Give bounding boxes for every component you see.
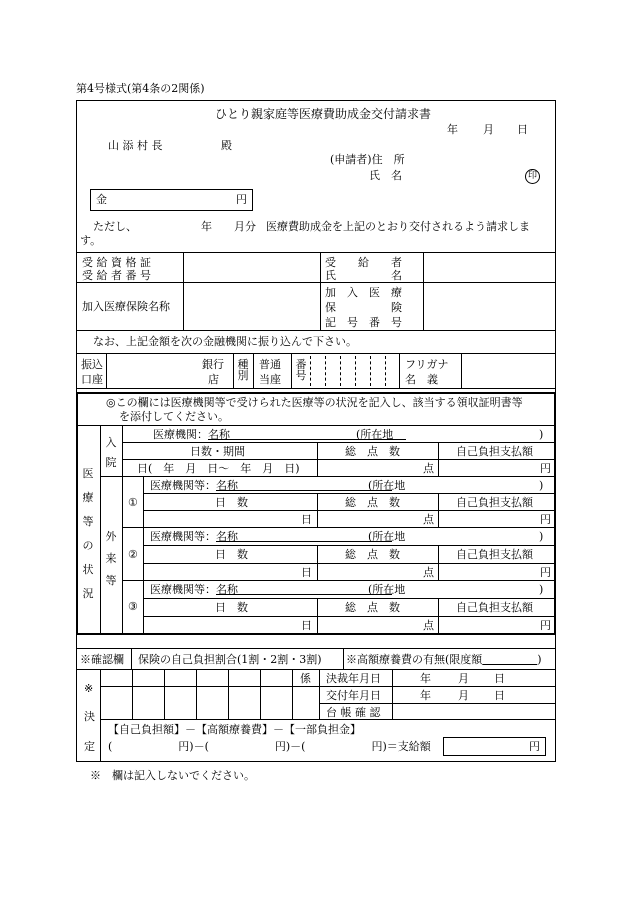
outpatient-num-3: ③ bbox=[128, 600, 138, 613]
holder-label: 名 義 bbox=[405, 373, 438, 386]
self-pay-header: 自己負担支払額 bbox=[456, 548, 533, 561]
request-year: 年 bbox=[201, 220, 212, 233]
grid-line bbox=[100, 476, 556, 477]
grid-line bbox=[100, 669, 101, 762]
issue-month: 月 bbox=[458, 689, 469, 702]
grid-line bbox=[122, 442, 556, 443]
grid-line bbox=[131, 648, 132, 669]
account-number-label: 番号 bbox=[295, 358, 307, 382]
insurance-name-label: 加入医療保険名称 bbox=[82, 300, 170, 313]
grid-line bbox=[76, 648, 556, 649]
account-digit-divider bbox=[385, 356, 386, 386]
inpatient-period: 日( 年 月 日～ 年 月 日) bbox=[137, 462, 300, 475]
request-month: 月分 bbox=[234, 220, 256, 233]
grid-line bbox=[76, 252, 556, 253]
grid-line bbox=[76, 388, 556, 389]
yen-unit: 円 bbox=[540, 566, 551, 579]
grid-line bbox=[122, 527, 556, 528]
cert-number-label: 受 給 資 格 証 受 給 者 番 号 bbox=[82, 256, 151, 282]
grid-line bbox=[319, 686, 556, 687]
outpatient-location-3: (所在地 bbox=[368, 583, 406, 596]
ledger-label: 台 帳 確 認 bbox=[326, 706, 381, 719]
account-digit-divider bbox=[370, 356, 371, 386]
grid-line bbox=[260, 669, 261, 719]
bank-suffix: 銀行 bbox=[202, 358, 224, 371]
inpatient-location-close: ) bbox=[539, 428, 544, 441]
honorific: 殿 bbox=[221, 139, 232, 152]
grid-line bbox=[233, 353, 234, 388]
grid-line bbox=[143, 616, 556, 617]
grid-line bbox=[438, 545, 439, 580]
issue-year: 年 bbox=[420, 689, 431, 702]
medical-note-1: ◎この欄には医療機関等で受けられた医療等の状況を記入し、該当する領収証明書等 bbox=[106, 396, 523, 409]
payment-yen-unit: 円 bbox=[529, 740, 540, 753]
amount-label: 金 bbox=[96, 193, 107, 206]
footnote: ※ 欄は記入しないでください。 bbox=[90, 769, 255, 782]
grid-line bbox=[122, 580, 556, 581]
grid-line bbox=[122, 459, 556, 460]
grid-line bbox=[76, 330, 556, 331]
self-pay-header: 自己負担支払額 bbox=[456, 496, 533, 509]
date-year: 年 bbox=[447, 123, 458, 136]
ordinary-label: 普通 bbox=[259, 358, 281, 371]
outpatient-label: 外 来 等 bbox=[105, 530, 117, 587]
day-unit: 日 bbox=[301, 513, 312, 526]
outpatient-institution-1: 医療機関等：名称 bbox=[150, 479, 238, 492]
seal-icon: 印 bbox=[525, 169, 540, 184]
days-period-header: 日数・期間 bbox=[190, 445, 245, 458]
grid-line bbox=[343, 648, 344, 669]
grid-line bbox=[196, 669, 197, 719]
grid-line bbox=[143, 563, 556, 564]
grid-line bbox=[438, 598, 439, 635]
grid-line bbox=[76, 282, 556, 283]
grid-line bbox=[423, 252, 424, 330]
applicant-address-label: (申請者)住 所 bbox=[330, 153, 405, 166]
days-header: 日 数 bbox=[215, 601, 248, 614]
staff-label: 係 bbox=[300, 672, 311, 685]
inpatient-label: 入 院 bbox=[105, 436, 117, 469]
yen-unit: 円 bbox=[540, 513, 551, 526]
grid-line bbox=[183, 252, 184, 330]
account-type-label: 種別 bbox=[237, 358, 249, 382]
points-header: 総 点 数 bbox=[345, 548, 400, 561]
grid-line bbox=[106, 353, 107, 388]
yen-unit: 円 bbox=[540, 619, 551, 632]
high-cost-label: ※高額療養費の有無(限度額 ) bbox=[346, 653, 542, 666]
amount-box[interactable] bbox=[90, 189, 253, 211]
grid-line bbox=[317, 598, 318, 635]
grid-line bbox=[228, 669, 229, 719]
request-text-3: す。 bbox=[80, 234, 102, 247]
point-unit: 点 bbox=[423, 619, 434, 632]
outpatient-location-close-2: ) bbox=[539, 530, 544, 543]
current-label: 当座 bbox=[259, 373, 281, 386]
request-text-1: ただし、 bbox=[93, 220, 137, 233]
grid-line bbox=[319, 669, 320, 719]
grid-line bbox=[291, 353, 292, 388]
point-unit: 点 bbox=[423, 462, 434, 475]
bank-account-label: 口座 bbox=[81, 373, 103, 386]
decide-date-label: 決裁年月日 bbox=[326, 672, 381, 685]
issue-date-label: 交付年月日 bbox=[326, 689, 381, 702]
bank-note: なお、上記金額を次の金融機関に振り込んで下さい。 bbox=[93, 335, 357, 348]
grid-line bbox=[143, 545, 556, 546]
grid-line bbox=[399, 353, 400, 388]
grid-line bbox=[132, 669, 133, 719]
decision-mark: ※ bbox=[84, 682, 94, 695]
grid-line bbox=[143, 476, 144, 635]
grid-line bbox=[100, 719, 556, 720]
grid-line bbox=[253, 353, 254, 388]
grid-line bbox=[438, 493, 439, 527]
outpatient-location-close-1: ) bbox=[539, 479, 544, 492]
grid-line bbox=[319, 703, 556, 704]
recipient-name-label: 受 給 者 氏 名 bbox=[325, 256, 402, 282]
grid-line bbox=[143, 510, 556, 511]
decide-day: 日 bbox=[494, 672, 505, 685]
grid-line bbox=[122, 425, 123, 635]
confirm-label: ※確認欄 bbox=[80, 653, 124, 666]
grid-line bbox=[317, 545, 318, 580]
grid-line bbox=[143, 493, 556, 494]
grid-line bbox=[164, 669, 165, 719]
branch-suffix: 店 bbox=[208, 373, 219, 386]
day-unit: 日 bbox=[301, 619, 312, 632]
outpatient-location-1: (所在地 bbox=[368, 479, 406, 492]
grid-line bbox=[76, 425, 556, 426]
point-unit: 点 bbox=[423, 513, 434, 526]
grid-line bbox=[100, 425, 101, 635]
bank-transfer-label: 振込 bbox=[81, 358, 103, 371]
account-digit-divider bbox=[310, 356, 311, 386]
furigana-label: フリガナ bbox=[405, 358, 449, 371]
applicant-name-label: 氏 名 bbox=[369, 169, 402, 182]
grid-line bbox=[438, 442, 439, 476]
outpatient-location-close-3: ) bbox=[539, 583, 544, 596]
yen-unit: 円 bbox=[540, 462, 551, 475]
outpatient-institution-2: 医療機関等：名称 bbox=[150, 530, 238, 543]
insurance-id-label: 加 入 医 療 保 険 記 号 番 号 bbox=[325, 286, 402, 329]
outpatient-location-2: (所在地 bbox=[368, 530, 406, 543]
grid-line bbox=[76, 669, 556, 670]
issue-day: 日 bbox=[494, 689, 505, 702]
grid-line bbox=[461, 353, 462, 388]
outpatient-num-1: ① bbox=[128, 496, 138, 509]
days-header: 日 数 bbox=[215, 548, 248, 561]
decision-char-2: 定 bbox=[84, 740, 95, 753]
account-digit-divider bbox=[355, 356, 356, 386]
decide-month: 月 bbox=[458, 672, 469, 685]
form-title: ひとり親家庭等医療費助成金交付請求書 bbox=[215, 107, 432, 121]
points-header: 総 点 数 bbox=[345, 445, 400, 458]
grid-line bbox=[292, 669, 293, 719]
formula-line-2: ( 円)－( 円)－( 円)＝支給額 bbox=[108, 740, 431, 753]
grid-line bbox=[392, 669, 393, 719]
date-day: 日 bbox=[517, 123, 528, 136]
outpatient-institution-3: 医療機関等：名称 bbox=[150, 583, 238, 596]
inpatient-institution-label: 医療機関：名称 bbox=[153, 428, 230, 441]
day-unit: 日 bbox=[301, 566, 312, 579]
decide-year: 年 bbox=[420, 672, 431, 685]
account-digit-divider bbox=[340, 356, 341, 386]
point-unit: 点 bbox=[423, 566, 434, 579]
self-pay-header: 自己負担支払額 bbox=[456, 445, 533, 458]
decision-char-1: 決 bbox=[84, 710, 95, 723]
days-header: 日 数 bbox=[215, 496, 248, 509]
amount-unit: 円 bbox=[236, 193, 247, 206]
grid-line bbox=[320, 252, 321, 330]
form-number: 第4号様式(第4条の2関係) bbox=[76, 82, 205, 95]
medical-side-label: 医 療 等 の 状 況 bbox=[82, 467, 94, 600]
account-digit-divider bbox=[325, 356, 326, 386]
self-pay-header: 自己負担支払額 bbox=[456, 601, 533, 614]
medical-note-2: を添付してください。 bbox=[119, 410, 229, 423]
inpatient-location: (所在地 bbox=[356, 428, 394, 441]
addressee: 山 添 村 長 bbox=[108, 139, 163, 152]
grid-line bbox=[317, 442, 318, 476]
grid-line bbox=[76, 353, 556, 354]
outpatient-num-2: ② bbox=[128, 548, 138, 561]
date-month: 月 bbox=[483, 123, 494, 136]
formula-line-1: 【自己負担額】－【高額療養費】－【一部負担金】 bbox=[108, 723, 361, 736]
grid-line bbox=[143, 598, 556, 599]
self-pay-ratio-label: 保険の自己負担割合(1割・2割・3割) bbox=[138, 653, 322, 666]
grid-line bbox=[317, 493, 318, 527]
request-text-2: 医療費助成金を上記のとおり交付されるよう請求しま bbox=[266, 220, 530, 233]
points-header: 総 点 数 bbox=[345, 496, 400, 509]
points-header: 総 点 数 bbox=[345, 601, 400, 614]
